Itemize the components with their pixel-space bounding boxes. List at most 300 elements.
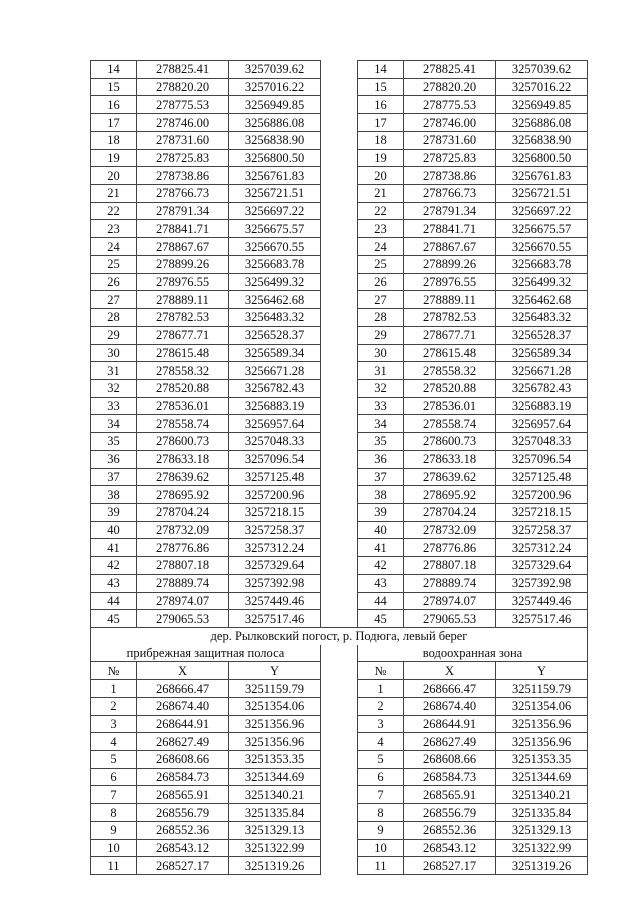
coord-x: 278520.88: [137, 379, 229, 397]
coord-y: 3257016.22: [496, 78, 588, 96]
point-number: 2: [91, 697, 137, 715]
section-title: дер. Рылковский погост, р. Подюга, левый берег: [91, 628, 588, 645]
coord-y: 3257039.62: [229, 61, 321, 79]
table-row: [91, 539, 588, 557]
table-row: [91, 61, 588, 79]
table-row: [91, 238, 588, 256]
table-row: [91, 468, 588, 486]
coord-x: 268584.73: [137, 768, 229, 786]
coord-x: 278738.86: [137, 167, 229, 185]
coord-y: 3251329.13: [496, 821, 588, 839]
coord-y: 3257392.98: [496, 574, 588, 592]
coord-y: 3257449.46: [496, 592, 588, 610]
point-number: 44: [91, 592, 137, 610]
coord-x: 278725.83: [137, 149, 229, 167]
coord-y: 3251322.99: [496, 839, 588, 857]
point-number: 29: [358, 326, 404, 344]
coord-x: 278820.20: [404, 78, 496, 96]
coord-y: 3256589.34: [229, 344, 321, 362]
coord-y: 3257048.33: [496, 433, 588, 451]
coord-x: 278746.00: [137, 114, 229, 132]
coord-x: 278704.24: [137, 503, 229, 521]
coord-y: 3251340.21: [496, 786, 588, 804]
coord-y: 3256671.28: [496, 362, 588, 380]
coord-x: 278889.74: [137, 574, 229, 592]
coord-x: 278899.26: [404, 255, 496, 273]
coord-x: 278889.11: [404, 291, 496, 309]
coord-x: 278791.34: [137, 202, 229, 220]
point-number: 10: [358, 839, 404, 857]
point-number: 1: [91, 680, 137, 698]
coord-x: 278600.73: [137, 433, 229, 451]
coord-y: 3256462.68: [229, 291, 321, 309]
upper-rows: [91, 61, 588, 628]
coord-x: 278633.18: [404, 450, 496, 468]
coord-y: 3256483.32: [496, 309, 588, 327]
coord-x: 278974.07: [404, 592, 496, 610]
table-row: [91, 415, 588, 433]
point-number: 42: [358, 557, 404, 575]
table-row: [91, 768, 588, 786]
coord-y: 3251356.96: [496, 733, 588, 751]
point-number: 23: [91, 220, 137, 238]
point-number: 38: [358, 486, 404, 504]
point-number: 33: [358, 397, 404, 415]
coord-x: 268543.12: [404, 839, 496, 857]
coord-x: 268666.47: [404, 680, 496, 698]
coord-y: 3251356.96: [229, 715, 321, 733]
coord-x: 268527.17: [404, 857, 496, 875]
coord-y: 3256528.37: [229, 326, 321, 344]
point-number: 32: [358, 379, 404, 397]
table-row: [91, 610, 588, 628]
coord-x: 278867.67: [137, 238, 229, 256]
point-number: 2: [358, 697, 404, 715]
point-number: 3: [91, 715, 137, 733]
coord-y: 3256721.51: [496, 185, 588, 203]
point-number: 23: [358, 220, 404, 238]
coord-y: 3256800.50: [496, 149, 588, 167]
point-number: 42: [91, 557, 137, 575]
coord-y: 3251340.21: [229, 786, 321, 804]
coord-x: 268552.36: [404, 821, 496, 839]
coord-x: 278615.48: [404, 344, 496, 362]
coord-x: 278825.41: [404, 61, 496, 79]
point-number: 28: [91, 309, 137, 327]
point-number: 9: [91, 821, 137, 839]
coord-y: 3257200.96: [229, 486, 321, 504]
coord-y: 3256589.34: [496, 344, 588, 362]
table-row: [91, 697, 588, 715]
coord-x: 278695.92: [404, 486, 496, 504]
coord-y: 3256675.57: [229, 220, 321, 238]
table-row: [91, 557, 588, 575]
coord-y: 3256499.32: [229, 273, 321, 291]
coord-x: 278976.55: [137, 273, 229, 291]
point-number: 19: [91, 149, 137, 167]
coord-y: 3251354.06: [496, 697, 588, 715]
coord-y: 3256886.08: [229, 114, 321, 132]
coord-x: 278899.26: [137, 255, 229, 273]
coord-x: 278633.18: [137, 450, 229, 468]
table-row: [91, 131, 588, 149]
coord-y: 3256483.32: [229, 309, 321, 327]
point-number: 22: [91, 202, 137, 220]
point-number: 31: [91, 362, 137, 380]
coord-y: 3256957.64: [229, 415, 321, 433]
coord-x: 278807.18: [404, 557, 496, 575]
left-subtitle: прибрежная защитная полоса: [91, 645, 321, 662]
coord-x: 278520.88: [404, 379, 496, 397]
coord-y: 3257048.33: [229, 433, 321, 451]
coord-y: 3251353.35: [496, 751, 588, 769]
coord-x: 278889.74: [404, 574, 496, 592]
point-number: 4: [358, 733, 404, 751]
coord-x: 278600.73: [404, 433, 496, 451]
point-number: 1: [358, 680, 404, 698]
table-row: [91, 326, 588, 344]
table-row: [91, 78, 588, 96]
coord-x: 268608.66: [404, 751, 496, 769]
coord-x: 268666.47: [137, 680, 229, 698]
coord-x: 278766.73: [404, 185, 496, 203]
point-number: 6: [91, 768, 137, 786]
point-number: 30: [91, 344, 137, 362]
table-row: [91, 202, 588, 220]
coord-y: 3257329.64: [229, 557, 321, 575]
coord-y: 3256499.32: [496, 273, 588, 291]
point-number: 34: [91, 415, 137, 433]
coord-y: 3251344.69: [496, 768, 588, 786]
table-row: [91, 450, 588, 468]
coord-x: 268584.73: [404, 768, 496, 786]
point-number: 25: [358, 255, 404, 273]
table-row: [91, 433, 588, 451]
table-row: [91, 857, 588, 875]
point-number: 24: [358, 238, 404, 256]
table-row: [91, 839, 588, 857]
coord-y: 3256670.55: [496, 238, 588, 256]
table-row: [91, 751, 588, 769]
coord-y: 3256782.43: [229, 379, 321, 397]
point-number: 18: [91, 131, 137, 149]
coord-y: 3256697.22: [496, 202, 588, 220]
coord-x: 278889.11: [137, 291, 229, 309]
coord-y: 3256886.08: [496, 114, 588, 132]
table-row: [91, 273, 588, 291]
coord-x: 278738.86: [404, 167, 496, 185]
coordinates-table: [90, 60, 588, 875]
coord-x: 278776.86: [404, 539, 496, 557]
point-number: 14: [358, 61, 404, 79]
point-number: 17: [358, 114, 404, 132]
coord-x: 278825.41: [137, 61, 229, 79]
coord-y: 3251329.13: [229, 821, 321, 839]
point-number: 44: [358, 592, 404, 610]
coord-y: 3251356.96: [496, 715, 588, 733]
header-x: X: [404, 662, 496, 680]
coord-y: 3257517.46: [496, 610, 588, 628]
point-number: 20: [91, 167, 137, 185]
coord-x: 268527.17: [137, 857, 229, 875]
coord-y: 3256838.90: [496, 131, 588, 149]
point-number: 40: [358, 521, 404, 539]
coord-x: 278704.24: [404, 503, 496, 521]
coord-y: 3256528.37: [496, 326, 588, 344]
table-row: [91, 821, 588, 839]
coord-y: 3257125.48: [496, 468, 588, 486]
coord-y: 3256683.78: [496, 255, 588, 273]
point-number: 24: [91, 238, 137, 256]
coord-x: 278820.20: [137, 78, 229, 96]
coord-y: 3257258.37: [229, 521, 321, 539]
coord-x: 278731.60: [404, 131, 496, 149]
coord-x: 278766.73: [137, 185, 229, 203]
point-number: 39: [358, 503, 404, 521]
coord-y: 3257096.54: [229, 450, 321, 468]
table-row: [91, 344, 588, 362]
coord-y: 3256949.85: [229, 96, 321, 114]
coord-y: 3256671.28: [229, 362, 321, 380]
coord-x: 278782.53: [404, 309, 496, 327]
coord-y: 3257392.98: [229, 574, 321, 592]
point-number: 41: [91, 539, 137, 557]
coord-x: 278536.01: [404, 397, 496, 415]
point-number: 14: [91, 61, 137, 79]
point-number: 8: [358, 804, 404, 822]
point-number: 21: [91, 185, 137, 203]
point-number: 35: [358, 433, 404, 451]
header-y: Y: [496, 662, 588, 680]
coord-x: 278807.18: [137, 557, 229, 575]
coord-x: 278558.74: [404, 415, 496, 433]
coord-x: 278558.74: [137, 415, 229, 433]
coord-y: 3251335.84: [496, 804, 588, 822]
coord-y: 3257329.64: [496, 557, 588, 575]
point-number: 16: [358, 96, 404, 114]
coord-x: 268644.91: [137, 715, 229, 733]
coord-y: 3251354.06: [229, 697, 321, 715]
point-number: 9: [358, 821, 404, 839]
table-row: [91, 167, 588, 185]
coord-y: 3256782.43: [496, 379, 588, 397]
coord-x: 278639.62: [404, 468, 496, 486]
header-y: Y: [229, 662, 321, 680]
point-number: 20: [358, 167, 404, 185]
point-number: 37: [358, 468, 404, 486]
coord-x: 278725.83: [404, 149, 496, 167]
point-number: 37: [91, 468, 137, 486]
coord-x: 278731.60: [137, 131, 229, 149]
coord-x: 268556.79: [404, 804, 496, 822]
coord-x: 268565.91: [137, 786, 229, 804]
coord-x: 278775.53: [404, 96, 496, 114]
point-number: 36: [91, 450, 137, 468]
point-number: 25: [91, 255, 137, 273]
point-number: 45: [91, 610, 137, 628]
table-row: [91, 786, 588, 804]
point-number: 39: [91, 503, 137, 521]
coord-y: 3257449.46: [229, 592, 321, 610]
coord-x: 268644.91: [404, 715, 496, 733]
point-number: 27: [91, 291, 137, 309]
coord-x: 278974.07: [137, 592, 229, 610]
header-number: №: [358, 662, 404, 680]
table-row: [91, 255, 588, 273]
coord-y: 3251335.84: [229, 804, 321, 822]
table-row: [91, 574, 588, 592]
table-row: [91, 521, 588, 539]
point-number: 35: [91, 433, 137, 451]
coord-x: 268627.49: [137, 733, 229, 751]
coord-x: 268674.40: [404, 697, 496, 715]
coord-y: 3256675.57: [496, 220, 588, 238]
coord-y: 3251356.96: [229, 733, 321, 751]
coord-x: 278695.92: [137, 486, 229, 504]
point-number: 22: [358, 202, 404, 220]
table-row: [91, 486, 588, 504]
coord-y: 3251322.99: [229, 839, 321, 857]
point-number: 45: [358, 610, 404, 628]
point-number: 7: [358, 786, 404, 804]
coordinates-sheet: [90, 60, 587, 875]
point-number: 10: [91, 839, 137, 857]
point-number: 40: [91, 521, 137, 539]
coord-x: 278841.71: [404, 220, 496, 238]
coord-y: 3251353.35: [229, 751, 321, 769]
point-number: 15: [91, 78, 137, 96]
coord-x: 268556.79: [137, 804, 229, 822]
coord-x: 278867.67: [404, 238, 496, 256]
coord-y: 3256883.19: [229, 397, 321, 415]
table-row: [91, 715, 588, 733]
coord-y: 3257039.62: [496, 61, 588, 79]
header-number: №: [91, 662, 137, 680]
coord-y: 3256838.90: [229, 131, 321, 149]
point-number: 19: [358, 149, 404, 167]
coord-y: 3257312.24: [229, 539, 321, 557]
point-number: 27: [358, 291, 404, 309]
point-number: 6: [358, 768, 404, 786]
coord-y: 3257218.15: [496, 503, 588, 521]
point-number: 17: [91, 114, 137, 132]
coord-y: 3256949.85: [496, 96, 588, 114]
coord-y: 3257016.22: [229, 78, 321, 96]
coord-x: 278841.71: [137, 220, 229, 238]
coord-y: 3256957.64: [496, 415, 588, 433]
section-header: [91, 628, 588, 680]
coord-y: 3257258.37: [496, 521, 588, 539]
coord-y: 3256721.51: [229, 185, 321, 203]
coord-x: 279065.53: [137, 610, 229, 628]
table-row: [91, 114, 588, 132]
table-row: [91, 185, 588, 203]
point-number: 33: [91, 397, 137, 415]
coord-x: 278746.00: [404, 114, 496, 132]
coord-x: 278976.55: [404, 273, 496, 291]
coord-y: 3251319.26: [229, 857, 321, 875]
table-row: [91, 379, 588, 397]
point-number: 30: [358, 344, 404, 362]
coord-x: 278791.34: [404, 202, 496, 220]
coord-x: 278775.53: [137, 96, 229, 114]
coord-y: 3251159.79: [496, 680, 588, 698]
point-number: 38: [91, 486, 137, 504]
point-number: 26: [91, 273, 137, 291]
coord-x: 278536.01: [137, 397, 229, 415]
coord-x: 268627.49: [404, 733, 496, 751]
coord-x: 278639.62: [137, 468, 229, 486]
coord-y: 3256462.68: [496, 291, 588, 309]
point-number: 21: [358, 185, 404, 203]
coord-x: 268565.91: [404, 786, 496, 804]
coord-y: 3256800.50: [229, 149, 321, 167]
coord-y: 3256670.55: [229, 238, 321, 256]
point-number: 5: [91, 751, 137, 769]
coord-x: 268552.36: [137, 821, 229, 839]
point-number: 28: [358, 309, 404, 327]
coord-x: 278732.09: [137, 521, 229, 539]
table-row: [91, 220, 588, 238]
coord-y: 3256683.78: [229, 255, 321, 273]
coord-x: 278776.86: [137, 539, 229, 557]
coord-x: 278677.71: [137, 326, 229, 344]
table-row: [91, 592, 588, 610]
table-row: [91, 680, 588, 698]
point-number: 31: [358, 362, 404, 380]
coord-y: 3256761.83: [496, 167, 588, 185]
point-number: 16: [91, 96, 137, 114]
coord-x: 278732.09: [404, 521, 496, 539]
point-number: 5: [358, 751, 404, 769]
point-number: 8: [91, 804, 137, 822]
coord-y: 3251159.79: [229, 680, 321, 698]
table-row: [91, 291, 588, 309]
coord-x: 278558.32: [404, 362, 496, 380]
point-number: 7: [91, 786, 137, 804]
point-number: 29: [91, 326, 137, 344]
coord-y: 3257200.96: [496, 486, 588, 504]
table-row: [91, 804, 588, 822]
coord-x: 268543.12: [137, 839, 229, 857]
coord-y: 3256697.22: [229, 202, 321, 220]
table-row: [91, 309, 588, 327]
coord-y: 3257312.24: [496, 539, 588, 557]
lower-rows: [91, 680, 588, 875]
coord-y: 3257517.46: [229, 610, 321, 628]
right-subtitle: водоохранная зона: [358, 645, 588, 662]
point-number: 15: [358, 78, 404, 96]
point-number: 3: [358, 715, 404, 733]
coord-y: 3251344.69: [229, 768, 321, 786]
point-number: 43: [358, 574, 404, 592]
point-number: 36: [358, 450, 404, 468]
point-number: 32: [91, 379, 137, 397]
coord-y: 3257096.54: [496, 450, 588, 468]
header-x: X: [137, 662, 229, 680]
coord-x: 278782.53: [137, 309, 229, 327]
table-row: [91, 397, 588, 415]
point-number: 26: [358, 273, 404, 291]
coord-x: 278677.71: [404, 326, 496, 344]
column-header-row: [91, 662, 588, 680]
point-number: 41: [358, 539, 404, 557]
point-number: 4: [91, 733, 137, 751]
table-row: [91, 96, 588, 114]
coord-y: 3251319.26: [496, 857, 588, 875]
point-number: 18: [358, 131, 404, 149]
table-row: [91, 733, 588, 751]
